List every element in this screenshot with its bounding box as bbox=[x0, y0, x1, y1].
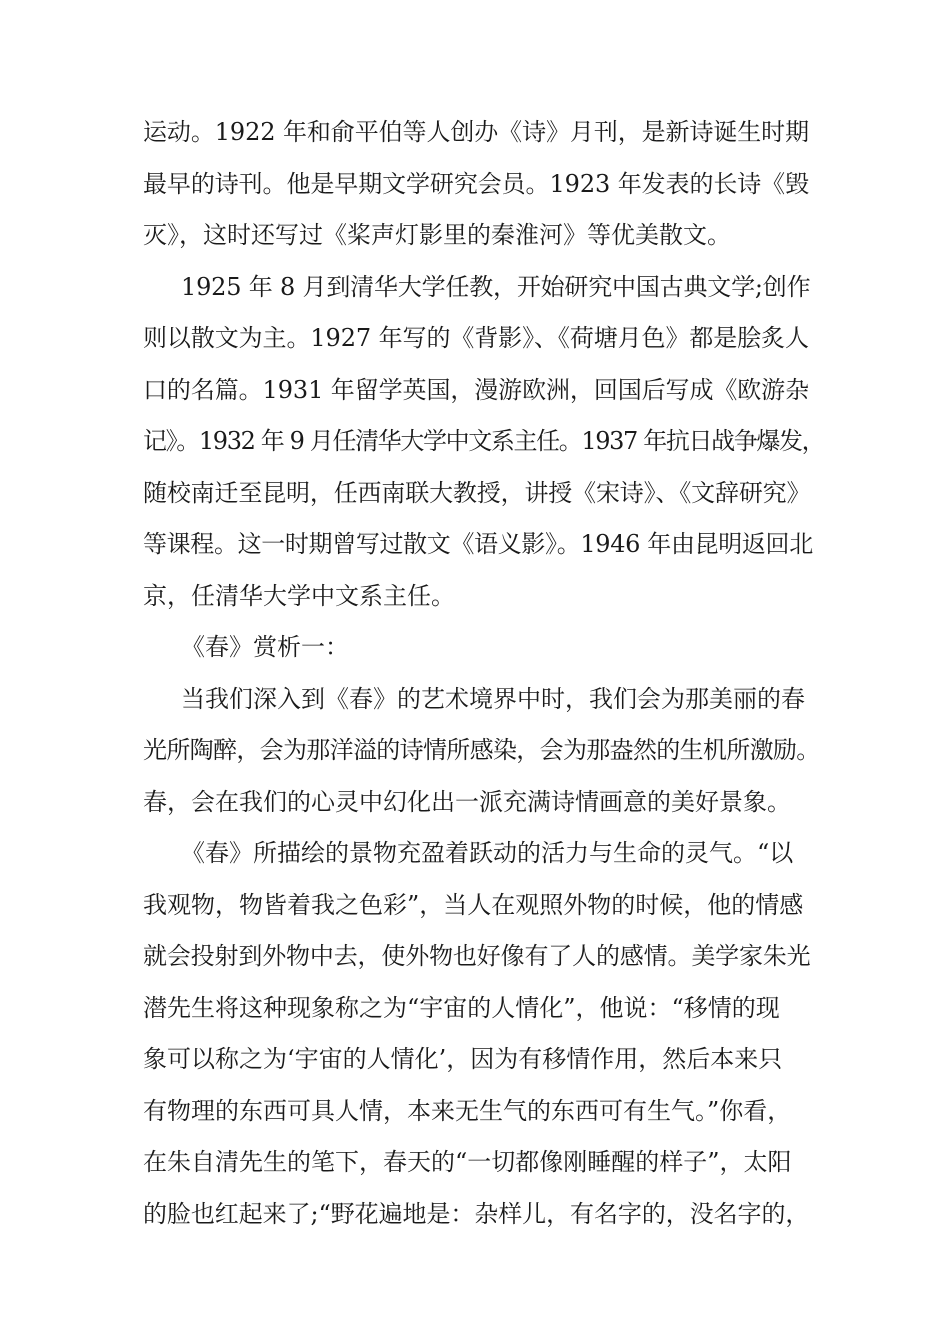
text-line: 我观物，物皆着我之色彩”，当人在观照外物的时候，他的情感 bbox=[143, 890, 804, 919]
text-line: 等课程。这一时期曾写过散文《语义影》。1946 年由昆明返回北 bbox=[143, 530, 813, 558]
text-line: 在朱自清先生的笔下，春天的“一切都像刚睡醒的样子”，太阳 bbox=[143, 1148, 792, 1176]
body-text bbox=[143, 107, 825, 1240]
text-line: 1925 年 8 月到清华大学任教，开始研究中国古典文学;创作 bbox=[181, 272, 811, 301]
text-line: 有物理的东西可具人情，本来无生气的东西可有生气。”你看， bbox=[143, 1096, 792, 1125]
text-line: 潜先生将这种现象称之为“宇宙的人情化”，他说：“移情的现 bbox=[143, 993, 780, 1022]
text-line: 灭》，这时还写过《桨声灯影里的秦淮河》等优美散文。 bbox=[143, 221, 731, 249]
text-line: 记》。1932 年 9 月任清华大学中文系主任。1937 年抗日战争爆发， bbox=[143, 427, 825, 455]
text-line: 最早的诗刊。他是早期文学研究会员。1923 年发表的长诗《毁 bbox=[143, 169, 810, 198]
section-heading: 《春》赏析一： bbox=[181, 633, 349, 661]
text-line: 口的名篇。1931 年留学英国，漫游欧洲，回国后写成《欧游杂 bbox=[143, 375, 810, 404]
text-line: 的脸也红起来了;“野花遍地是：杂样儿，有名字的，没名字的， bbox=[143, 1199, 810, 1228]
text-line: 春，会在我们的心灵中幻化出一派充满诗情画意的美好景象。 bbox=[143, 787, 791, 816]
text-line: 京，任清华大学中文系主任。 bbox=[143, 581, 455, 610]
text-line: 就会投射到外物中去，使外物也好像有了人的感情。美学家朱光 bbox=[143, 942, 811, 970]
text-line: 光所陶醉，会为那洋溢的诗情所感染，会为那盎然的生机所激励。 bbox=[143, 736, 820, 764]
text-line: 象可以称之为‘宇宙的人情化’，因为有移情作用，然后本来只 bbox=[143, 1045, 783, 1073]
text-line: 当我们深入到《春》的艺术境界中时，我们会为那美丽的春 bbox=[181, 684, 805, 713]
text-line: 运动。1922 年和俞平伯等人创办《诗》月刊，是新诗诞生时期 bbox=[143, 118, 810, 146]
text-line: 随校南迁至昆明，任西南联大教授，讲授《宋诗》、《文辞研究》 bbox=[143, 478, 811, 507]
text-line: 《春》所描绘的景物充盈着跃动的活力与生命的灵气。“以 bbox=[181, 839, 794, 867]
text-line: 则以散文为主。1927 年写的《背影》、《荷塘月色》都是脍炙人 bbox=[143, 324, 809, 352]
